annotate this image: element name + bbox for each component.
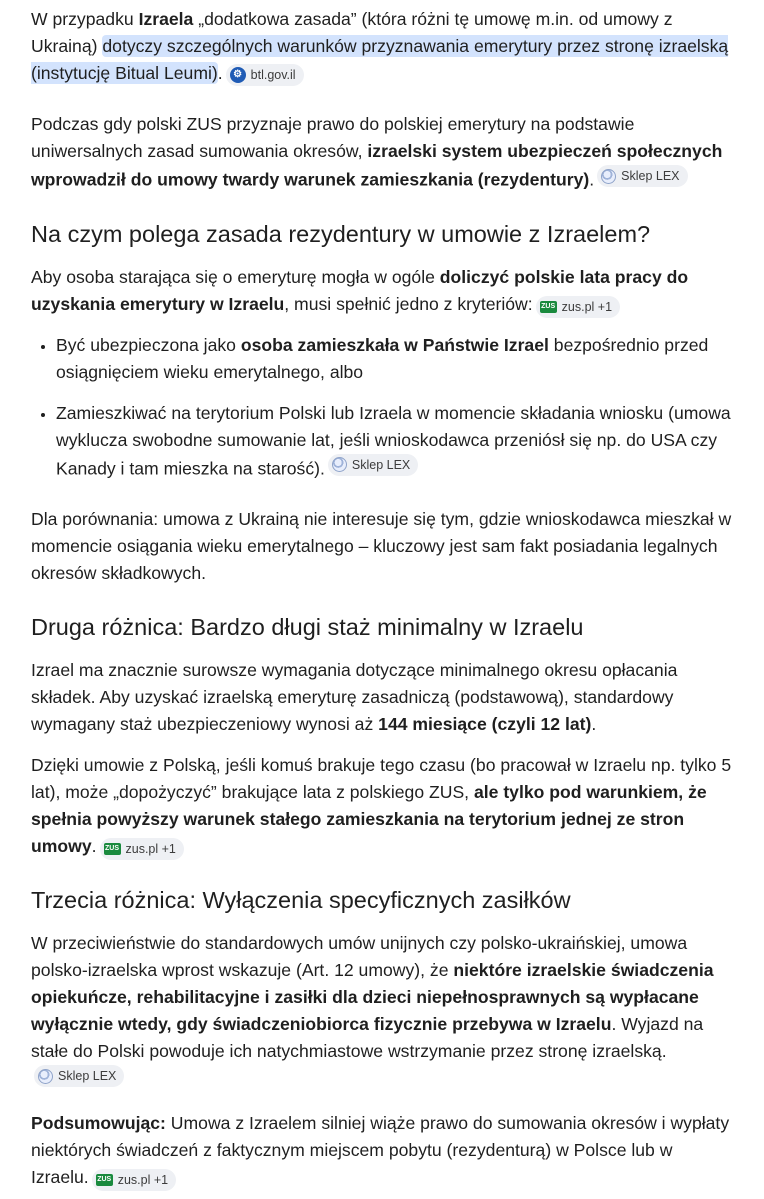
section-heading: Trzecia różnica: Wyłączenia specyficznych zasiłków [31, 887, 571, 913]
source-chip-zus[interactable] [536, 296, 620, 318]
btl-logo-icon: ⚙ [230, 67, 246, 83]
paragraph-exclusions [31, 930, 733, 1094]
zus-logo-icon: ZUS [540, 301, 557, 313]
section-heading: Na czym polega zasada rezydentury w umowie z Izraelem? [31, 220, 651, 247]
source-chip-label: btl.gov.il [250, 68, 296, 82]
paragraph-summary [31, 1110, 733, 1191]
bold-text: izraelski system ubezpieczeń społecznych wprowadził do umowy twardy warunek zamieszkania (rezydentury) [31, 141, 723, 190]
bold-text: Izraela [138, 9, 194, 29]
highlighted-text: dotyczy szczególnych warunków przyznawania emerytury przez stronę izraelską (instytucję Bitual Leumi) [31, 36, 729, 83]
text: Dzięki umowie z Polską, jeśli komuś brakuje tego czasu (bo pracował w Izraelu np. tylko 5 lat), może „dopożyczyć” brakujące lata z polskiego ZUS, [31, 755, 732, 802]
text: W przeciwieństwie do standardowych umów unijnych czy polsko-ukraińskiej, umowa polsko-izraelska wprost wskazuje (Art. 12 umowy), że [31, 933, 688, 980]
paragraph-zus [31, 111, 733, 194]
source-chip-label: Sklep LEX [621, 169, 680, 183]
paragraph-criteria [31, 264, 733, 318]
text: . [589, 169, 595, 190]
text: Zamieszkiwać na terytorium Polski lub Izraela w momencie składania wniosku (umowa wyklucza swobodne sumowanie lat, jeśli wnioskodawca przeniósł się np. do USA czy Kanady i tam mieszka na starość). [56, 402, 731, 478]
text: . [217, 63, 223, 83]
source-chip-zus[interactable] [100, 838, 184, 860]
text: Być ubezpieczona jako [56, 334, 241, 355]
paragraph-intro [31, 6, 733, 87]
source-chip-label: zus.pl +1 [117, 1172, 169, 1187]
text: W przypadku [31, 9, 139, 29]
bold-text: Podsumowując: [31, 1112, 166, 1133]
text: , musi spełnić jedno z kryteriów: [284, 293, 533, 314]
globe-icon [332, 457, 347, 472]
paragraph-comparison: Dla porównania: umowa z Ukrainą nie interesuje się tym, gdzie wnioskodawca mieszkał w momencie osiągania wieku emerytalnego – kluczowy jest sam fakt posiadania legalnych okresów składkowych. [31, 509, 732, 583]
paragraph-borrow-years [31, 752, 733, 860]
source-chip-label: zus.pl +1 [125, 842, 176, 856]
text: Izrael ma znacznie surowsze wymagania dotyczące minimalnego okresu opłacania składek. Aby uzyskać izraelską emeryturę zasadniczą (podstawową), standardowy wymagany staż ubezpieczeniowy wynosi aż [31, 660, 678, 734]
text: bezpośrednio przed osiągnięciem wieku emerytalnego, albo [56, 334, 709, 382]
criteria-list [31, 332, 733, 483]
bold-text: ale tylko pod warunkiem, że spełnia powyższy warunek stałego zamieszkania na terytorium jednej ze stron umowy [31, 782, 707, 856]
text: Aby osoba starająca się o emeryturę mogła w ogóle [31, 266, 440, 287]
bold-text: osoba zamieszkała w Państwie Izrael [240, 334, 549, 355]
zus-logo-icon: ZUS [96, 1174, 113, 1186]
source-chip-lex[interactable] [328, 454, 418, 476]
globe-icon [601, 169, 616, 184]
text: Podczas gdy polski ZUS przyznaje prawo do polskiej emerytury na podstawie uniwersalnych zasad sumowania okresów, [31, 114, 635, 161]
source-chip-label: Sklep LEX [58, 1069, 117, 1083]
source-chip-lex[interactable] [597, 165, 687, 187]
text: . [591, 714, 597, 734]
source-chip-lex[interactable] [34, 1065, 124, 1087]
source-chip-label: Sklep LEX [351, 457, 411, 472]
bold-text: niektóre izraelskie świadczenia opiekuńcze, rehabilitacyjne i zasiłki dla dzieci niepełnosprawnych są wypłacane wyłącznie wtedy, gdy świadczeniobiorca fizycznie przebywa w Izraelu [31, 960, 714, 1034]
section-heading: Druga różnica: Bardzo długi staż minimalny w Izraelu [31, 614, 584, 640]
text: . Wyjazd na stałe do Polski powoduje ich natychmiastowe wstrzymanie przez stronę izraelską. [31, 1014, 704, 1061]
list-item [56, 400, 733, 483]
text: . [91, 836, 97, 856]
text: „dodatkowa zasada” (która różni tę umowę m.in. od umowy z Ukrainą) [31, 9, 673, 56]
globe-icon [38, 1069, 53, 1084]
bold-text: doliczyć polskie lata pracy do uzyskania emerytury w Izraelu [31, 266, 689, 314]
source-chip-label: zus.pl +1 [561, 299, 613, 314]
bold-text: 144 miesiące (czyli 12 lat) [378, 714, 592, 734]
paragraph-requirements [31, 657, 733, 738]
source-chip-btl[interactable] [226, 64, 304, 86]
zus-logo-icon: ZUS [104, 843, 121, 855]
list-item [56, 332, 733, 386]
text: Umowa z Izraelem silniej wiąże prawo do sumowania okresów i wypłaty niektórych świadczeń z faktycznym miejscem pobytu (rezydenturą) w Polsce lub w Izraelu. [31, 1112, 730, 1187]
source-chip-zus[interactable] [92, 1169, 176, 1191]
